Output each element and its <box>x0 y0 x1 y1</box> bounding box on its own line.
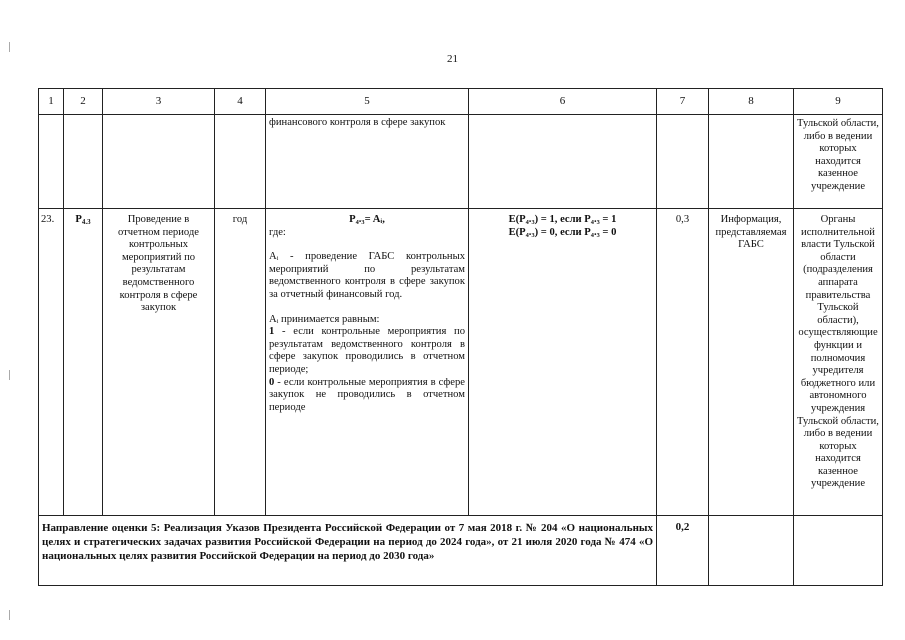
header-cell: 8 <box>709 89 794 115</box>
indicator-unit: год <box>215 209 266 516</box>
value-zero: 0 - если контрольные мероприятия в сфере закупок не проводились в отчетном периоде <box>269 376 465 413</box>
row-number: 23. <box>39 209 64 516</box>
definition-values: Aᵢ принимается равным: <box>269 313 380 325</box>
continued-method-text: финансового контроля в сфере закупок <box>266 115 469 209</box>
definition-ai: Aᵢ - проведение ГАБС контрольных мероприятий по результатам ведомственного контроля в сфере закупок за отчетный финансовый год. <box>269 251 465 300</box>
direction-row <box>39 516 883 586</box>
where-label: где: <box>269 226 286 238</box>
header-row <box>39 89 883 115</box>
header-cell: 2 <box>64 89 103 115</box>
header-cell: 5 <box>266 89 469 115</box>
indicator-code: $P_{4.3}$ <box>64 209 103 516</box>
indicators-table <box>38 88 883 586</box>
responsible-bodies: Органы исполнительной власти Тульской области (подразделения аппарата правительства Тульской области), осуществляющие функции и полномочия учредителя бюджетного или автономного учреждения Тульской области, либо в ведении которых находится казенное учреждение <box>794 209 883 516</box>
calculation-method <box>266 209 469 516</box>
header-cell: 9 <box>794 89 883 115</box>
formula: P₄.₃= Aᵢ, <box>349 214 385 225</box>
continued-responsible-text: Тульской области, либо в ведении которых находится казенное учреждение <box>794 115 883 209</box>
header-cell: 4 <box>215 89 266 115</box>
header-cell: 6 <box>469 89 657 115</box>
header-cell: 1 <box>39 89 64 115</box>
margin-mark <box>9 370 10 380</box>
value-one: 1 - если контрольные мероприятия по результатам ведомственного контроля в сфере закупок проводились в отчетном периоде; <box>269 326 465 375</box>
evaluation-rule: E(P₄.₃) = 1, если P₄.₃ = 1 E(P₄.₃) = 0, если P₄.₃ = 0 <box>469 209 657 516</box>
indicator-row-23 <box>39 209 883 516</box>
indicator-name: Проведение в отчетном периоде контрольных мероприятий по результатам ведомственного контроля в сфере закупок <box>103 209 215 516</box>
page-number: 21 <box>447 53 458 65</box>
margin-mark <box>9 42 10 52</box>
direction-weight: 0,2 <box>657 516 709 586</box>
indicator-weight: 0,3 <box>657 209 709 516</box>
margin-mark <box>9 610 10 620</box>
direction-text: Направление оценки 5: Реализация Указов Президента Российской Федерации от 7 мая 2018 г. № 204 «О национальных целях и стратегических задачах развития Российской Федерации на период до 2024 года», от 21 июля 2020 года № 474 «О национальных целях развития Российской Федерации на период до 2030 года» <box>39 516 657 586</box>
header-cell: 7 <box>657 89 709 115</box>
continued-row <box>39 115 883 209</box>
header-cell: 3 <box>103 89 215 115</box>
information-source: Информация, представляемая ГАБС <box>709 209 794 516</box>
